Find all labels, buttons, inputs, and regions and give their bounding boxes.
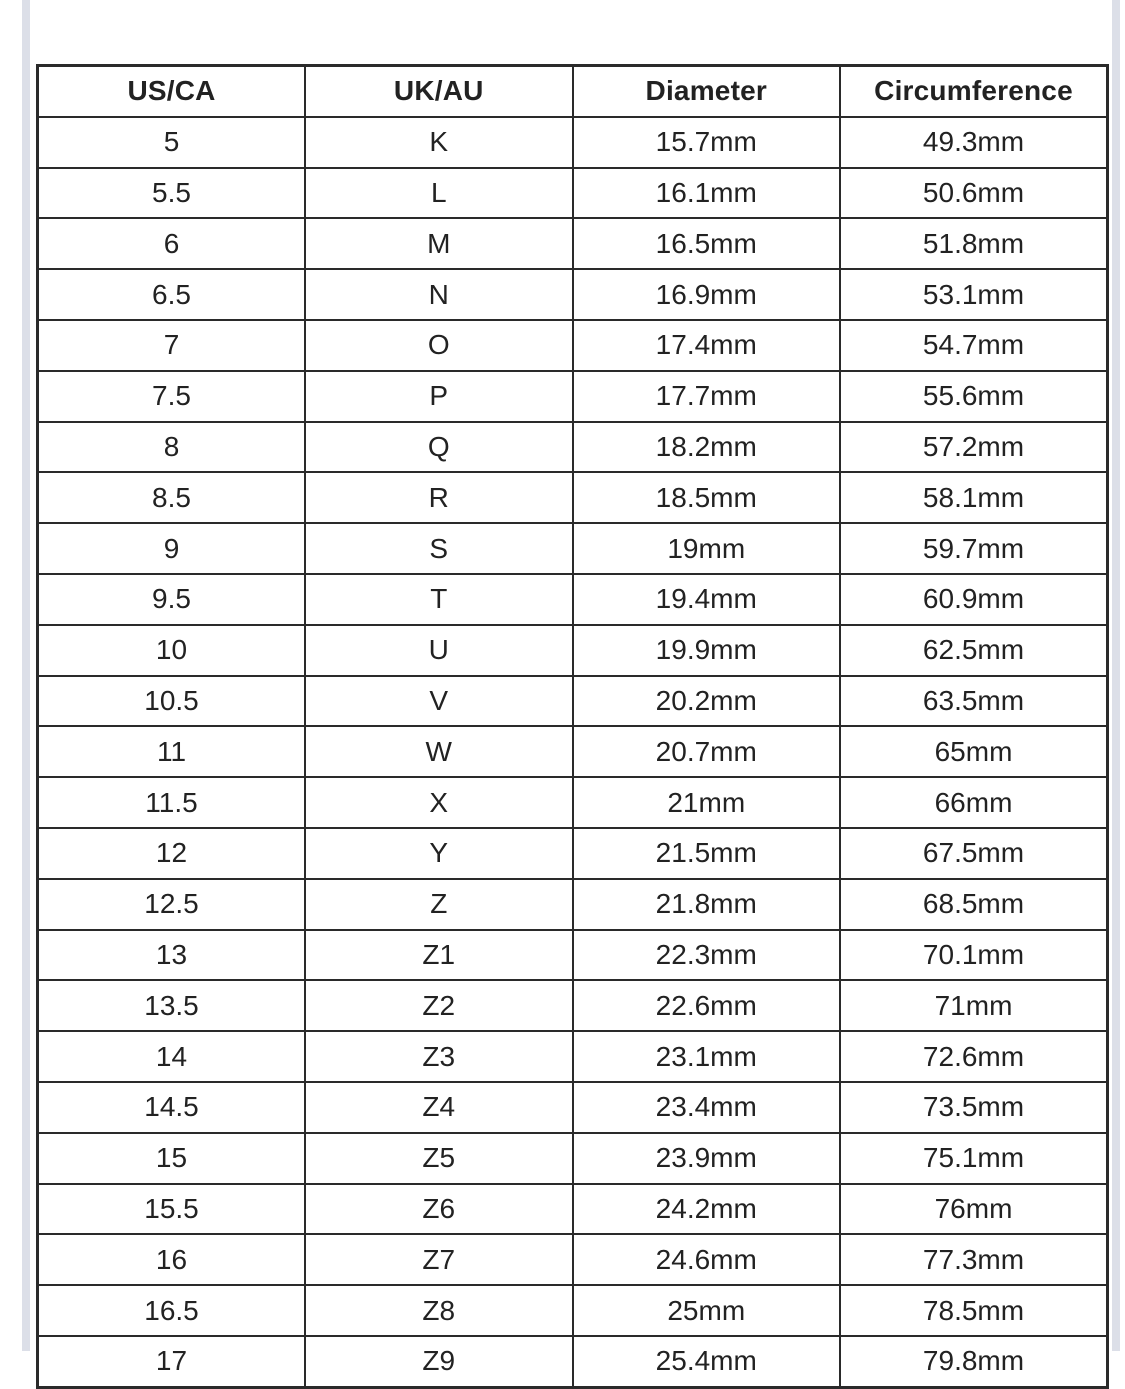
us-ca-cell: 13.5 — [38, 980, 306, 1031]
us-ca-cell: 5.5 — [38, 168, 306, 219]
uk-au-cell: Z5 — [305, 1133, 573, 1184]
uk-au-cell: X — [305, 777, 573, 828]
uk-au-cell: W — [305, 726, 573, 777]
table-row — [38, 371, 1108, 422]
diameter-cell: 23.9mm — [573, 1133, 841, 1184]
diameter-cell: 24.2mm — [573, 1184, 841, 1235]
circumference-cell: 62.5mm — [840, 625, 1108, 676]
left-frame-border — [22, 0, 30, 1351]
us-ca-cell: 12 — [38, 828, 306, 879]
uk-au-cell: L — [305, 168, 573, 219]
diameter-cell: 16.1mm — [573, 168, 841, 219]
circumference-cell: 51.8mm — [840, 218, 1108, 269]
circumference-cell: 54.7mm — [840, 320, 1108, 371]
us-ca-cell: 16.5 — [38, 1285, 306, 1336]
us-ca-cell: 17 — [38, 1336, 306, 1387]
uk-au-cell: Z8 — [305, 1285, 573, 1336]
circumference-cell: 72.6mm — [840, 1031, 1108, 1082]
diameter-cell: 25mm — [573, 1285, 841, 1336]
circumference-cell: 75.1mm — [840, 1133, 1108, 1184]
diameter-cell: 25.4mm — [573, 1336, 841, 1387]
table-row — [38, 676, 1108, 727]
table-row — [38, 879, 1108, 930]
us-ca-cell: 15.5 — [38, 1184, 306, 1235]
uk-au-cell: U — [305, 625, 573, 676]
uk-au-cell: Z1 — [305, 930, 573, 981]
diameter-cell: 19.9mm — [573, 625, 841, 676]
header-uk-au: UK/AU — [305, 66, 573, 117]
uk-au-cell: Z2 — [305, 980, 573, 1031]
table-row — [38, 777, 1108, 828]
table-row — [38, 168, 1108, 219]
table-row — [38, 930, 1108, 981]
diameter-cell: 16.5mm — [573, 218, 841, 269]
uk-au-cell: Z9 — [305, 1336, 573, 1387]
right-frame-border — [1112, 0, 1120, 1351]
table-row — [38, 523, 1108, 574]
diameter-cell: 16.9mm — [573, 269, 841, 320]
header-row — [38, 66, 1108, 117]
circumference-cell: 79.8mm — [840, 1336, 1108, 1387]
diameter-cell: 19.4mm — [573, 574, 841, 625]
uk-au-cell: Y — [305, 828, 573, 879]
uk-au-cell: Z4 — [305, 1082, 573, 1133]
us-ca-cell: 7 — [38, 320, 306, 371]
uk-au-cell: Z3 — [305, 1031, 573, 1082]
table-row — [38, 1082, 1108, 1133]
diameter-cell: 17.4mm — [573, 320, 841, 371]
uk-au-cell: R — [305, 472, 573, 523]
diameter-cell: 15.7mm — [573, 117, 841, 168]
us-ca-cell: 7.5 — [38, 371, 306, 422]
diameter-cell: 22.6mm — [573, 980, 841, 1031]
circumference-cell: 50.6mm — [840, 168, 1108, 219]
diameter-cell: 19mm — [573, 523, 841, 574]
uk-au-cell: P — [305, 371, 573, 422]
table-row — [38, 117, 1108, 168]
diameter-cell: 20.7mm — [573, 726, 841, 777]
us-ca-cell: 11 — [38, 726, 306, 777]
us-ca-cell: 15 — [38, 1133, 306, 1184]
uk-au-cell: T — [305, 574, 573, 625]
table-row — [38, 625, 1108, 676]
header-diameter: Diameter — [573, 66, 841, 117]
diameter-cell: 23.1mm — [573, 1031, 841, 1082]
us-ca-cell: 6 — [38, 218, 306, 269]
circumference-cell: 58.1mm — [840, 472, 1108, 523]
us-ca-cell: 8.5 — [38, 472, 306, 523]
us-ca-cell: 12.5 — [38, 879, 306, 930]
uk-au-cell: O — [305, 320, 573, 371]
circumference-cell: 76mm — [840, 1184, 1108, 1235]
us-ca-cell: 8 — [38, 422, 306, 473]
ring-size-table — [36, 64, 1109, 1389]
diameter-cell: 24.6mm — [573, 1234, 841, 1285]
circumference-cell: 59.7mm — [840, 523, 1108, 574]
circumference-cell: 67.5mm — [840, 828, 1108, 879]
table-row — [38, 1184, 1108, 1235]
circumference-cell: 77.3mm — [840, 1234, 1108, 1285]
us-ca-cell: 10 — [38, 625, 306, 676]
header-us-ca: US/CA — [38, 66, 306, 117]
us-ca-cell: 14.5 — [38, 1082, 306, 1133]
us-ca-cell: 10.5 — [38, 676, 306, 727]
circumference-cell: 71mm — [840, 980, 1108, 1031]
uk-au-cell: Z7 — [305, 1234, 573, 1285]
diameter-cell: 18.2mm — [573, 422, 841, 473]
table-row — [38, 1234, 1108, 1285]
us-ca-cell: 5 — [38, 117, 306, 168]
diameter-cell: 20.2mm — [573, 676, 841, 727]
circumference-cell: 73.5mm — [840, 1082, 1108, 1133]
table-row — [38, 1031, 1108, 1082]
table-header — [38, 66, 1108, 117]
circumference-cell: 63.5mm — [840, 676, 1108, 727]
diameter-cell: 21.8mm — [573, 879, 841, 930]
diameter-cell: 17.7mm — [573, 371, 841, 422]
diameter-cell: 18.5mm — [573, 472, 841, 523]
table-row — [38, 320, 1108, 371]
us-ca-cell: 9.5 — [38, 574, 306, 625]
ring-size-chart — [36, 64, 1109, 1377]
us-ca-cell: 16 — [38, 1234, 306, 1285]
circumference-cell: 65mm — [840, 726, 1108, 777]
table-row — [38, 472, 1108, 523]
uk-au-cell: Z6 — [305, 1184, 573, 1235]
uk-au-cell: Q — [305, 422, 573, 473]
table-row — [38, 980, 1108, 1031]
circumference-cell: 68.5mm — [840, 879, 1108, 930]
table-body — [38, 117, 1108, 1387]
table-row — [38, 269, 1108, 320]
table-row — [38, 422, 1108, 473]
table-row — [38, 1336, 1108, 1387]
header-circumference: Circumference — [840, 66, 1108, 117]
circumference-cell: 78.5mm — [840, 1285, 1108, 1336]
circumference-cell: 55.6mm — [840, 371, 1108, 422]
us-ca-cell: 11.5 — [38, 777, 306, 828]
uk-au-cell: M — [305, 218, 573, 269]
table-row — [38, 828, 1108, 879]
diameter-cell: 22.3mm — [573, 930, 841, 981]
uk-au-cell: K — [305, 117, 573, 168]
us-ca-cell: 6.5 — [38, 269, 306, 320]
table-row — [38, 218, 1108, 269]
diameter-cell: 21mm — [573, 777, 841, 828]
us-ca-cell: 9 — [38, 523, 306, 574]
diameter-cell: 21.5mm — [573, 828, 841, 879]
us-ca-cell: 13 — [38, 930, 306, 981]
us-ca-cell: 14 — [38, 1031, 306, 1082]
circumference-cell: 53.1mm — [840, 269, 1108, 320]
table-row — [38, 726, 1108, 777]
uk-au-cell: Z — [305, 879, 573, 930]
table-row — [38, 574, 1108, 625]
uk-au-cell: N — [305, 269, 573, 320]
circumference-cell: 70.1mm — [840, 930, 1108, 981]
diameter-cell: 23.4mm — [573, 1082, 841, 1133]
circumference-cell: 49.3mm — [840, 117, 1108, 168]
table-row — [38, 1133, 1108, 1184]
circumference-cell: 66mm — [840, 777, 1108, 828]
circumference-cell: 60.9mm — [840, 574, 1108, 625]
uk-au-cell: V — [305, 676, 573, 727]
uk-au-cell: S — [305, 523, 573, 574]
table-row — [38, 1285, 1108, 1336]
circumference-cell: 57.2mm — [840, 422, 1108, 473]
